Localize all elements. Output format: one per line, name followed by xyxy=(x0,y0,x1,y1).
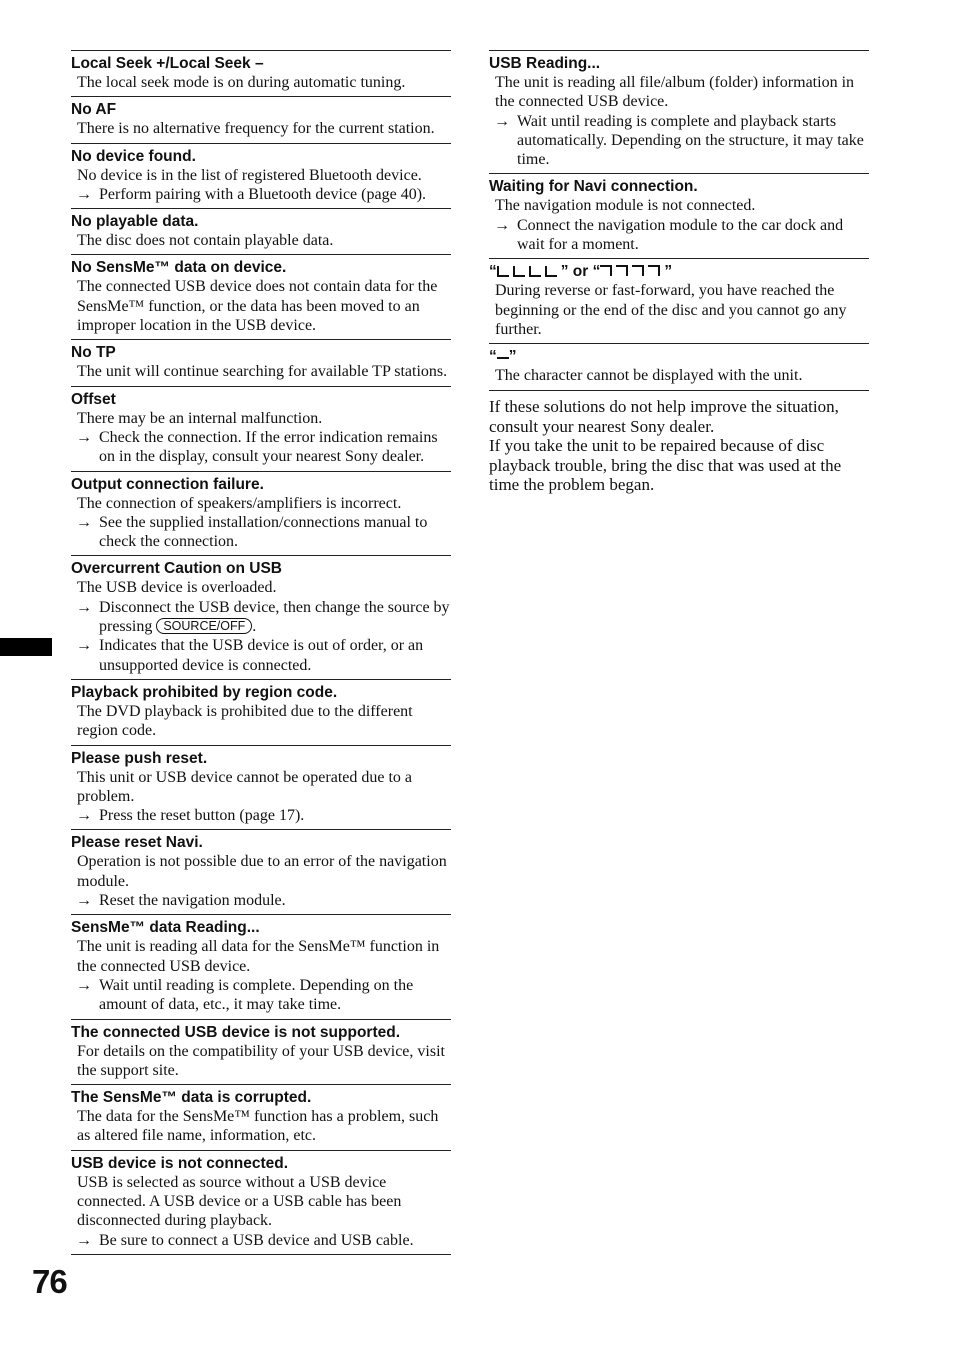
title-connector: ” or “ xyxy=(560,263,601,281)
message-title: Offset xyxy=(71,390,116,408)
remedy-text: Press the reset button (page 17). xyxy=(99,807,305,825)
message-entry xyxy=(489,343,869,390)
segment-low-icon xyxy=(497,266,509,277)
remedy-step xyxy=(71,806,451,825)
message-description: The unit will continue searching for available TP stations. xyxy=(77,363,448,381)
section-tab-marker xyxy=(0,638,52,656)
message-description: The local seek mode is on during automatic tuning. xyxy=(77,74,406,91)
message-title: Playback prohibited by region code. xyxy=(71,683,338,701)
message-title: USB device is not connected. xyxy=(71,1154,289,1172)
message-description: The USB device is overloaded. xyxy=(77,579,277,597)
message-description: The connected USB device does not contain data for the SensMe™ function, or the data has been moved to an improper location in the USB device. xyxy=(77,278,438,335)
message-title: Output connection failure. xyxy=(71,475,264,493)
message-description: For details on the compatibility of your USB device, visit the support site. xyxy=(77,1042,445,1079)
message-entry xyxy=(71,386,451,471)
segment-low-icon xyxy=(545,266,557,277)
remedy-step xyxy=(71,891,451,910)
message-entry xyxy=(489,258,869,343)
message-description: There may be an internal malfunction. xyxy=(77,409,323,427)
remedy-text: Disconnect the USB device, then change the source by pressing xyxy=(99,598,450,636)
remedy-text: Be sure to connect a USB device and USB cable. xyxy=(99,1231,414,1249)
message-entry xyxy=(71,339,451,385)
message-title: No SensMe™ data on device. xyxy=(71,259,287,277)
left-column xyxy=(71,50,451,1255)
message-description: The navigation module is not connected. xyxy=(495,197,756,215)
sentence-period: . xyxy=(252,618,257,636)
message-title: No playable data. xyxy=(71,213,199,231)
message-entry xyxy=(489,50,869,173)
message-entry xyxy=(71,143,451,209)
message-description: This unit or USB device cannot be operated due to a problem. xyxy=(77,768,413,805)
message-entry xyxy=(71,1150,451,1255)
remedy-text: See the supplied installation/connections manual to check the connection. xyxy=(99,513,428,551)
remedy-step xyxy=(71,1231,451,1250)
arrow-icon: → xyxy=(76,598,92,616)
message-entry xyxy=(71,96,451,142)
remedy-text: Connect the navigation module to the car dock and wait for a moment. xyxy=(517,216,844,254)
message-title: No AF xyxy=(71,101,117,119)
arrow-icon: → xyxy=(76,1231,92,1249)
message-description: USB is selected as source without a USB device connected. A USB device or a USB cable has been disconnected during playback. xyxy=(77,1173,402,1230)
remedy-step xyxy=(71,428,451,467)
remedy-text: Perform pairing with a Bluetooth device (page 40). xyxy=(99,185,427,203)
arrow-icon: → xyxy=(76,976,92,994)
message-title: The connected USB device is not supported. xyxy=(71,1023,400,1041)
arrow-icon: → xyxy=(494,216,510,234)
message-description: The unit is reading all file/album (folder) information in the connected USB device. xyxy=(495,74,855,111)
message-title: The SensMe™ data is corrupted. xyxy=(71,1089,312,1107)
message-title: Overcurrent Caution on USB xyxy=(71,560,282,578)
message-title: Please reset Navi. xyxy=(71,834,203,852)
remedy-step xyxy=(71,976,451,1015)
message-entry xyxy=(71,254,451,339)
message-title: Waiting for Navi connection. xyxy=(489,178,698,196)
arrow-icon: → xyxy=(76,637,92,655)
message-description: During reverse or fast-forward, you have reached the beginning or the end of the disc and you cannot go any further. xyxy=(495,282,847,338)
page-number: 76 xyxy=(32,1263,67,1300)
close-quote: ” xyxy=(508,348,517,366)
message-description: No device is in the list of registered Bluetooth device. xyxy=(77,166,422,184)
message-title: Please push reset. xyxy=(71,749,208,767)
message-entry xyxy=(71,50,451,96)
message-title: USB Reading... xyxy=(489,55,601,72)
arrow-icon: → xyxy=(494,112,510,130)
open-quote: “ xyxy=(489,263,497,281)
message-entry xyxy=(71,471,451,556)
message-description: The character cannot be displayed with the unit. xyxy=(495,367,803,385)
message-description: The DVD playback is prohibited due to the different region code. xyxy=(77,702,413,740)
remedy-step xyxy=(71,636,451,675)
remedy-text: Reset the navigation module. xyxy=(99,892,286,910)
segment-high-icon xyxy=(600,265,612,276)
message-description: The disc does not contain playable data. xyxy=(77,232,334,250)
open-quote: “ xyxy=(489,348,497,366)
right-column xyxy=(489,50,869,391)
arrow-icon: → xyxy=(76,892,92,910)
segment-high-icon xyxy=(648,265,660,276)
arrow-icon: → xyxy=(76,807,92,825)
arrow-icon: → xyxy=(76,513,92,531)
message-title xyxy=(489,262,869,281)
closing-paragraph: If these solutions do not help improve the situation, consult your nearest Sony dealer. xyxy=(489,397,839,436)
message-entry xyxy=(71,745,451,830)
source-off-button-label: SOURCE/OFF xyxy=(156,618,252,634)
closing-note xyxy=(489,397,869,495)
message-entry xyxy=(71,208,451,254)
remedy-text: Indicates that the USB device is out of order, or an unsupported device is connected. xyxy=(99,637,424,674)
message-description: The unit is reading all data for the SensMe™ function in the connected USB device. xyxy=(77,938,440,975)
segment-low-icon xyxy=(513,266,525,277)
remedy-step xyxy=(71,185,451,204)
remedy-step xyxy=(71,513,451,552)
arrow-icon: → xyxy=(76,428,92,446)
close-quote: ” xyxy=(664,263,673,281)
remedy-step xyxy=(71,598,451,637)
closing-paragraph: If you take the unit to be repaired because of disc playback trouble, bring the disc that was used at the time the problem began. xyxy=(489,436,842,495)
remedy-text: Check the connection. If the error indication remains on in the display, consult your nearest Sony dealer. xyxy=(99,428,438,466)
underscore-character-icon xyxy=(497,357,509,359)
message-description: There is no alternative frequency for the current station. xyxy=(77,120,435,138)
message-entry xyxy=(71,914,451,1018)
message-description: The connection of speakers/amplifiers is incorrect. xyxy=(77,494,402,512)
message-entry xyxy=(71,555,451,678)
message-entry xyxy=(71,1019,451,1085)
segment-high-icon xyxy=(632,265,644,276)
remedy-step xyxy=(489,112,869,170)
message-description: The data for the SensMe™ function has a problem, such as altered file name, information, etc. xyxy=(77,1108,439,1145)
message-title: No device found. xyxy=(71,147,196,165)
message-title: No TP xyxy=(71,344,116,362)
segment-low-icon xyxy=(529,266,541,277)
remedy-text: Wait until reading is complete and playback starts automatically. Depending on the structure, it may take time. xyxy=(517,112,864,169)
message-title: SensMe™ data Reading... xyxy=(71,919,260,937)
arrow-icon: → xyxy=(76,185,92,203)
remedy-text: Wait until reading is complete. Depending on the amount of data, etc., it may take time. xyxy=(99,976,414,1014)
message-description: Operation is not possible due to an error of the navigation module. xyxy=(77,853,447,890)
message-entry xyxy=(71,1084,451,1150)
message-entry xyxy=(71,829,451,914)
message-title xyxy=(489,347,869,366)
message-title: Local Seek +/Local Seek – xyxy=(71,55,264,72)
message-entry xyxy=(71,679,451,745)
segment-high-icon xyxy=(616,265,628,276)
remedy-step xyxy=(489,216,869,255)
message-entry xyxy=(489,173,869,258)
